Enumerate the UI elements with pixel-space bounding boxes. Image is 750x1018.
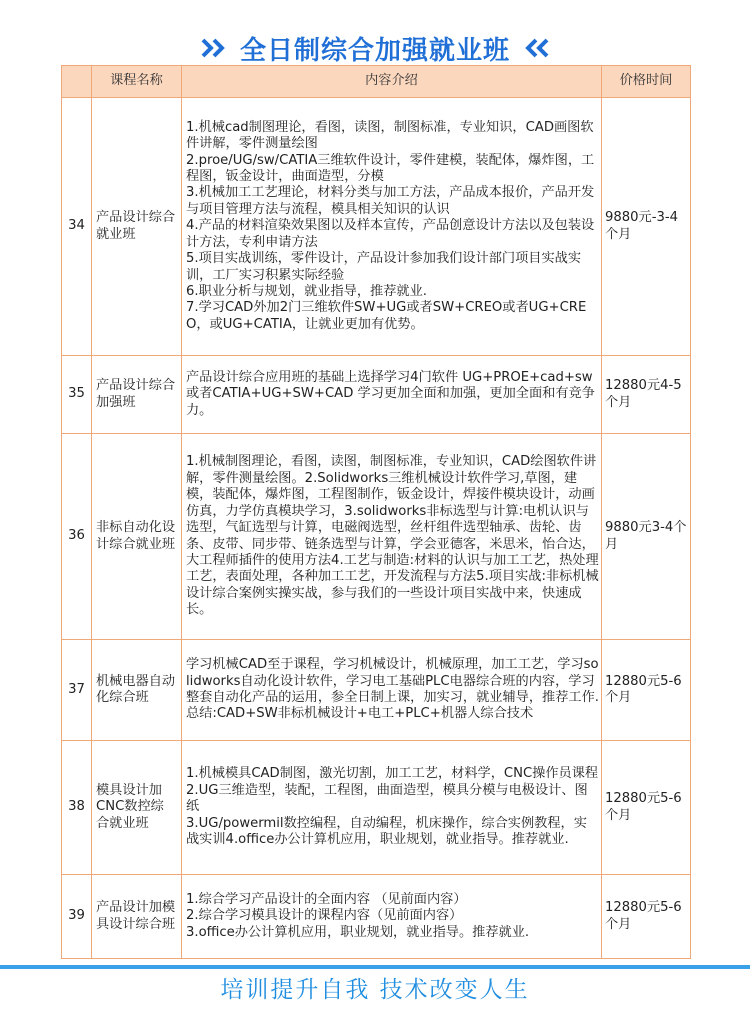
column-header-index: [62, 66, 92, 98]
course-price: 12880元5-6个月: [602, 875, 691, 959]
course-content: [182, 640, 602, 741]
course-content: [182, 356, 602, 434]
double-chevron-left-icon: [520, 37, 550, 59]
course-name: 机械电器自动化综合班: [92, 640, 182, 741]
content-line: 3.office办公计算机应用，职业规划，就业指导。推荐就业.: [186, 924, 530, 940]
row-number: 38: [62, 741, 92, 875]
footer-divider: [0, 965, 750, 969]
column-header-price: 价格时间: [602, 66, 691, 98]
course-price: 12880元5-6个月: [602, 741, 691, 875]
table-row: [62, 640, 691, 741]
course-price: 9880元-3-4个月: [602, 98, 691, 356]
content-line: 5.项目实战训练，零件设计，产品设计参加我们设计部门项目实战实训，工厂实习积累实际经验: [186, 251, 582, 283]
column-header-name: 课程名称: [92, 66, 182, 98]
table-row: [62, 434, 691, 640]
content-line: 2.proe/UG/sw/CATIA三维软件设计，零件建模，装配体，爆炸图，工程图，钣金设计，曲面造型，分模: [186, 152, 595, 185]
row-number: 35: [62, 356, 92, 434]
course-name: 非标自动化设计综合就业班: [92, 434, 182, 640]
course-name: 产品设计综合加强班: [92, 356, 182, 434]
table-header-row: [62, 66, 691, 98]
course-name: 模具设计加CNC数控综合就业班: [92, 741, 182, 875]
course-name: 产品设计综合就业班: [92, 98, 182, 356]
content-line: 4.产品的材料渲染效果图以及样本宣传，产品创意设计方法以及包装设计方法，专利申请方法: [186, 218, 595, 250]
table-row: [62, 741, 691, 875]
content-line: 产品设计综合应用班的基础上选择学习4门软件 UG+PROE+cad+sw或者CATIA+UG+SW+CAD 学习更加全面和加强，更加全面和有竞争力。: [186, 369, 595, 418]
row-number: 37: [62, 640, 92, 741]
course-table: [61, 65, 691, 959]
course-price: 12880元5-6个月: [602, 640, 691, 741]
row-number: 39: [62, 875, 92, 959]
content-line: 6.职业分析与规划，就业指导，推荐就业.: [186, 283, 427, 299]
row-number: 34: [62, 98, 92, 356]
content-line: 2.UG三维造型，装配，工程图，曲面造型，模具分模与电极设计、图纸: [186, 782, 588, 815]
content-line: 1.机械cad制图理论，看图，读图，制图标准，专业知识，CAD画图软件讲解，零件测量绘图: [186, 119, 594, 152]
course-content: [182, 875, 602, 959]
content-line: 学习机械CAD至于课程，学习机械设计，机械原理，加工工艺，学习solidworks自动化设计软件，学习电工基础PLC电器综合班的内容，学习整套自动化产品的运用，参全日制上课，加实习，就业辅导，推荐工作.总结:CAD+SW非标机械设计+电工+PLC+机器人综合技术: [186, 657, 600, 722]
content-line: 1.综合学习产品设计的全面内容 （见前面内容）: [186, 891, 467, 907]
content-line: 3.UG/powermil数控编程，自动编程，机床操作，综合实例教程，实战实训4.office办公计算机应用，职业规划，就业指导。推荐就业.: [186, 815, 587, 848]
course-content: [182, 741, 602, 875]
page-title-bar: [0, 26, 750, 70]
course-price: 12880元4-5个月: [602, 356, 691, 434]
content-line: 1.机械制图理论，看图，读图，制图标准，专业知识，CAD绘图软件讲解，零件测量绘图。2.Solidworks三维机械设计软件学习,草图，建模，装配体，爆炸图，工程图制作，钣金设计，焊接件模块设计，动画仿真，力学仿真模块学习，3.solidworks非标选型与计算:电机认识与选型，气缸选型与计算，电磁阀选型，丝杆组件选型轴承、齿轮、齿条、皮带、同步带、链条选型与计算，学会亚德客，米思米，怡合达，大工程师插件的使用方法4.工艺与制造:材料的认识与加工工艺，热处理工艺，表面处理，各种加工工艺，开发流程与方法5.项目实战:非标机械设计综合案例实操实战，参与我们的一些设计项目实战中来，快速成长。: [186, 454, 599, 618]
table-row: [62, 356, 691, 434]
content-line: 1.机械模具CAD制图，激光切割，加工工艺，材料学，CNC操作员课程: [186, 766, 599, 782]
content-line: 7.学习CAD外加2门三维软件SW+UG或者SW+CREO或者UG+CREO，或UG+CATIA，让就业更加有优势。: [186, 300, 587, 332]
table-row: [62, 875, 691, 959]
row-number: 36: [62, 434, 92, 640]
course-name: 产品设计加模具设计综合班: [92, 875, 182, 959]
page-title: 全日制综合加强就业班: [239, 35, 510, 66]
course-price: 9880元3-4个月: [602, 434, 691, 640]
course-content: [182, 98, 602, 356]
double-chevron-right-icon: [200, 37, 230, 59]
table-row: [62, 98, 691, 356]
footer-slogan: 培训提升自我 技术改变人生: [220, 977, 530, 1003]
course-content: [182, 434, 602, 640]
content-line: 2.综合学习模具设计的课程内容（见前面内容）: [186, 908, 463, 924]
column-header-content: 内容介绍: [182, 66, 602, 98]
content-line: 3.机械加工工艺理论，材料分类与加工方法，产品成本报价，产品开发与项目管理方法与流程，模具相关知识的认识: [186, 185, 595, 217]
